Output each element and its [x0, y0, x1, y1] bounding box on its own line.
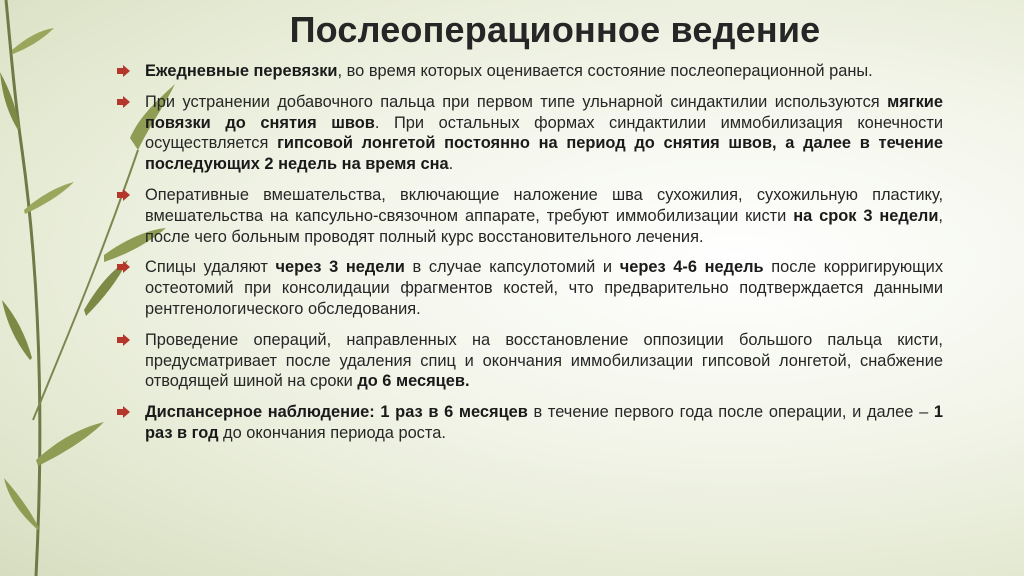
arrow-bullet-icon [117, 96, 130, 108]
arrow-bullet-icon [117, 406, 130, 418]
bullet-text [145, 185, 943, 247]
text-span: в течение первого года после операции, и далее – [527, 403, 934, 422]
text-span: . При остальных формах синдактилии иммобилизация конечности осуществляется [145, 113, 943, 153]
bullet-item [117, 61, 943, 82]
bold-text: 1 раз в год [145, 403, 943, 442]
arrow-bullet-icon [117, 334, 130, 346]
bullet-item [117, 330, 943, 392]
text-span: в случае капсулотомий и [404, 258, 620, 277]
bullet-item [117, 185, 943, 247]
bold-text: Диспансерное наблюдение: 1 раз в 6 месяцев [145, 403, 528, 422]
text-span: после корригирующих остеотомий при консолидации фрагментов костей, что предварительно подтверждается данными рентгенологического обследования. [145, 258, 944, 318]
slide-title: Послеоперационное ведение [289, 9, 821, 50]
bullet-item [117, 92, 943, 175]
bullet-text [145, 330, 943, 392]
leaf-icon [2, 300, 32, 360]
arrow-bullet-icon [117, 189, 130, 201]
bold-text: через 3 недели [275, 258, 405, 277]
text-span: . [448, 155, 454, 174]
bold-text: через 4-6 недель [619, 258, 764, 277]
bullet-text [145, 61, 943, 82]
bullet-item [117, 257, 943, 319]
arrow-bullet-icon [117, 261, 130, 273]
bold-text: гипсовой лонгетой постоянно на период до снятия швов, а далее в течение последующих 2 недель на время сна [145, 134, 943, 174]
text-span: Спицы удаляют [145, 258, 276, 277]
text-span: до окончания периода роста. [218, 423, 446, 442]
bullet-text [145, 92, 943, 175]
bullet-text [145, 402, 943, 444]
leaf-icon [4, 478, 39, 530]
text-span: , после чего больным проводят полный курс восстановительного лечения. [145, 206, 943, 246]
bold-text: мягкие повязки до снятия швов [145, 92, 943, 132]
bullet-text [145, 257, 943, 319]
bullet-list [117, 61, 943, 454]
text-span: При устранении добавочного пальца при первом типе ульнарной синдактилии используются [145, 92, 888, 111]
text-span: Оперативные вмешательства, включающие наложение шва сухожилия, сухожильную пластику, вмешательства на капсульно-связочном аппарате, требуют иммобилизации кисти [145, 185, 943, 225]
leaf-icon [24, 182, 74, 214]
text-span: Проведение операций, направленных на восстановление оппозиции большого пальца кисти, предусматривает после удаления спиц и окончания иммобилизации гипсовой лонгетой, снабжение отводящей шиной на сроки [145, 330, 943, 391]
text-span: , во время которых оценивается состояние послеоперационной раны. [337, 62, 873, 80]
bullet-item [117, 402, 943, 444]
bold-text: до 6 месяцев. [357, 372, 470, 391]
arrow-bullet-icon [117, 65, 130, 77]
bold-text: на срок 3 недели [793, 206, 939, 225]
leaf-icon [36, 422, 104, 466]
bold-text: Ежедневные перевязки [145, 62, 338, 80]
